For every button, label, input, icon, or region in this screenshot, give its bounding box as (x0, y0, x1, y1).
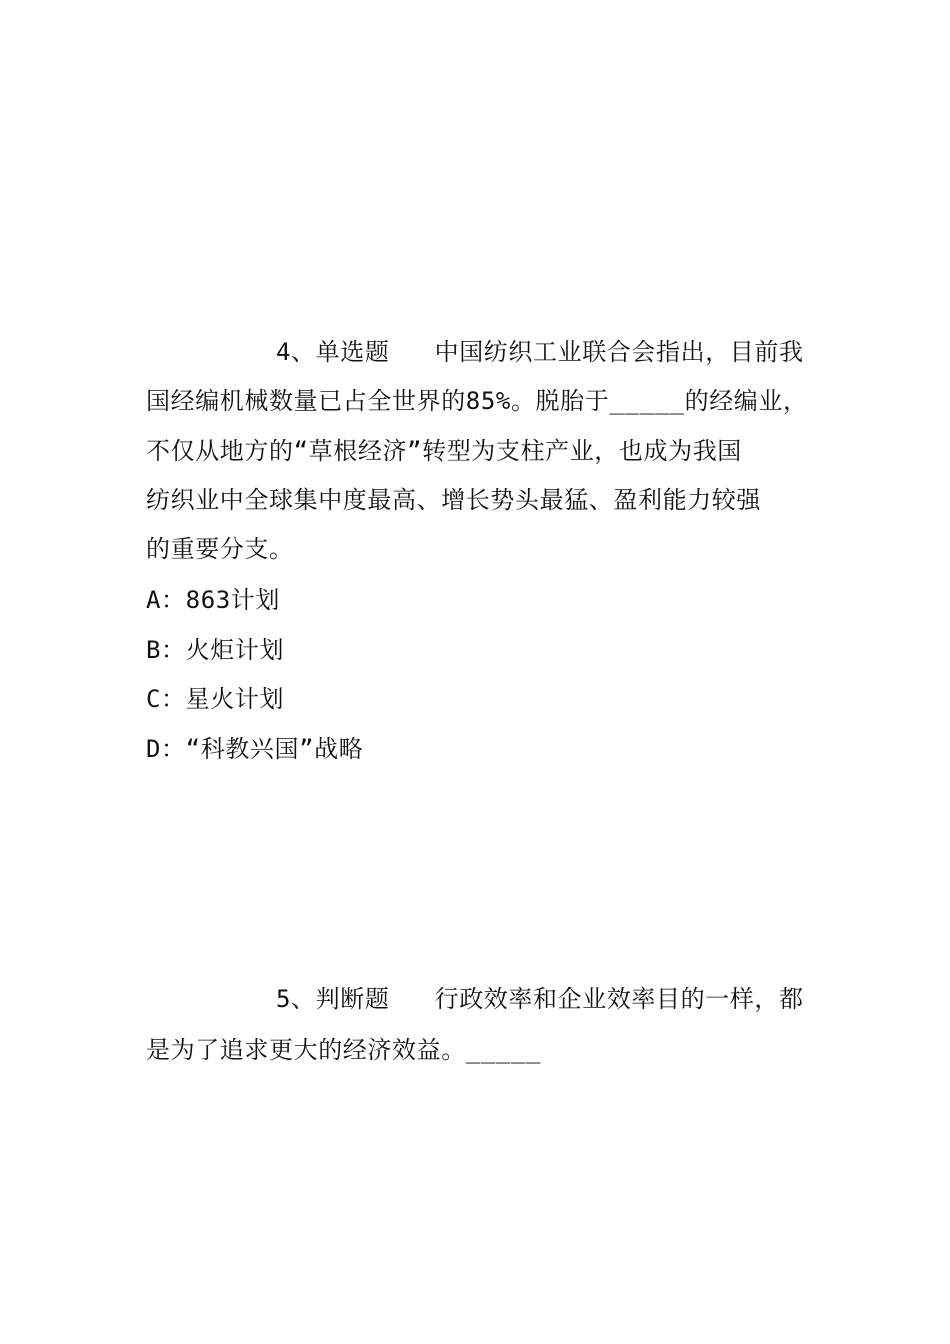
question-4-option-a: A：863计划 (146, 586, 280, 614)
question-4-stem-line-3: 不仅从地方的“草根经济”转型为支柱产业，也成为我国 (146, 437, 742, 465)
question-4-stem-line-1: 4、单选题 中国纺织工业联合会指出，目前我 (276, 338, 804, 366)
question-5-stem-line-2: 是为了追求更大的经济效益。_____ (146, 1036, 542, 1064)
question-4-stem-line-4: 纺织业中全球集中度最高、增长势头最猛、盈利能力较强 (146, 486, 761, 514)
question-4-option-c: C：星火计划 (146, 685, 285, 713)
question-4-option-d: D：“科教兴国”战略 (146, 735, 364, 763)
question-5-stem-line-1: 5、判断题 行政效率和企业效率目的一样，都 (276, 985, 804, 1013)
question-4-option-b: B：火炬计划 (146, 636, 285, 664)
question-4-stem-line-5: 的重要分支。 (146, 535, 294, 563)
question-4-stem-line-2: 国经编机械数量已占全世界的85%。脱胎于_____的经编业， (146, 387, 808, 415)
